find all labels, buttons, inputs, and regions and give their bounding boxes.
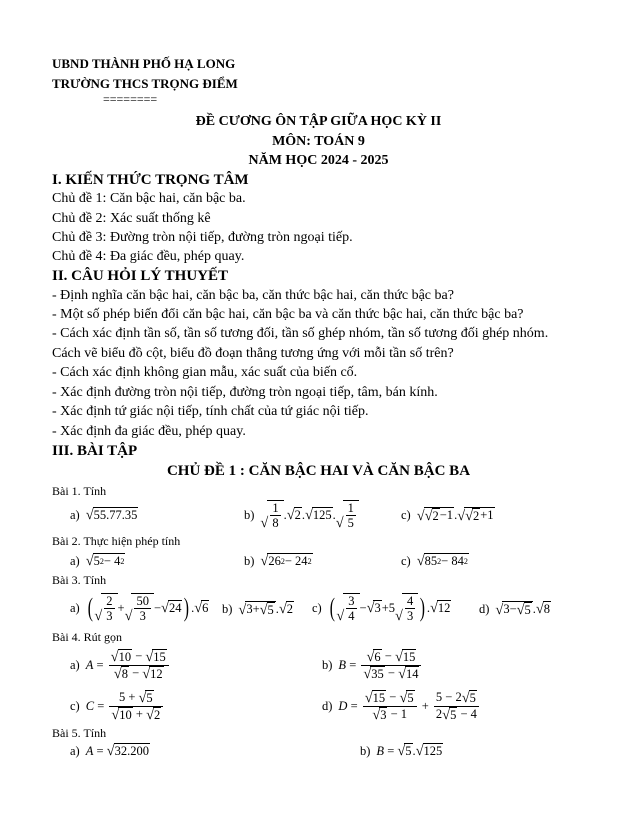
ex2-a: a) √ 5 2 − 4 2: [70, 553, 125, 570]
ex2-b: b) √ 26 2 − 24 2: [244, 553, 312, 570]
subject-title: MÔN: TOÁN 9: [272, 134, 365, 149]
exercise-4-title: Bài 4. Rút gọn: [52, 630, 123, 644]
ex5-a: a) A = √ 32.200: [70, 743, 149, 760]
ex4-a: a) A = √ 10 − √ 15 √ 8 − √ 12: [70, 645, 171, 685]
section-3-heading: III. BÀI TẬP: [52, 443, 138, 459]
ex1-b: b) √ $\frac{1}{8}$ . √ 2 . √ 125 . √ $\frac{1}{5}$: [244, 494, 359, 536]
school-name: TRƯỜNG THCS TRỌNG ĐIỂM: [52, 76, 238, 91]
doc-title: ĐỀ CƯƠNG ÔN TẬP GIỮA HỌC KỲ II: [195, 114, 442, 129]
exercise-2-title: Bài 2. Thực hiện phép tính: [52, 534, 181, 548]
ex3-c: c) ( √ $\frac{3}{4}$ − √ 3 +5 √ $\frac{4}{3}$ ) . √ 12: [312, 593, 451, 624]
question-item: - Cách xác định tần số, tần số tương đối, tần số ghép nhóm, tần số tương đối ghép nhóm.: [52, 326, 549, 341]
exercise-3-title: Bài 3. Tính: [52, 573, 107, 587]
section-1-heading: I. KIẾN THỨC TRỌNG TÂM: [52, 172, 249, 188]
question-item: - Một số phép biến đổi căn bậc hai, căn bậc ba và căn thức bậc hai, căn thức bậc ba?: [52, 307, 524, 322]
topic-1-heading: CHỦ ĐỀ 1 : CĂN BẬC HAI VÀ CĂN BẬC BA: [166, 463, 471, 479]
exercise-1-title: Bài 1. Tính: [52, 484, 107, 498]
ex1-c: c) √ √ 2 −1 . √ √ 2 +1: [401, 507, 494, 524]
topic-item: Chủ đề 2: Xác suất thống kê: [52, 211, 211, 226]
school-year: NĂM HỌC 2024 - 2025: [248, 153, 389, 168]
ex1-a: a) √ 55.77.35: [70, 507, 138, 524]
question-item: - Xác định đa giác đều, phép quay.: [52, 424, 246, 439]
ex3-b: b) √ 3+ √ 5 . √ 2: [222, 601, 294, 618]
exercise-5-title: Bài 5. Tính: [52, 726, 107, 740]
question-item: - Cách xác định không gian mẫu, xác suất của biến cố.: [52, 365, 358, 380]
question-item: - Định nghĩa căn bậc hai, căn bậc ba, căn thức bậc hai, căn thức bậc ba?: [52, 288, 454, 303]
header-rule: ========: [103, 92, 158, 106]
ex3-a: a) ( √ $\frac{2}{3}$ + √ $\frac{50}{3}$ − √ 24 ) . √ 6: [70, 593, 209, 624]
topic-item: Chủ đề 3: Đường tròn nội tiếp, đường tròn ngoại tiếp.: [52, 230, 353, 245]
ex4-c: c) C = 5 + √ 5 √ 10 + √ 2: [70, 685, 165, 727]
ex5-b: b) B = √ 5 . √ 125: [360, 743, 443, 760]
question-item: - Xác định đường tròn nội tiếp, đường tròn ngoại tiếp, tâm, bán kính.: [52, 385, 438, 400]
section-2-heading: II. CÂU HỎI LÝ THUYẾT: [52, 268, 229, 284]
topic-item: Chủ đề 4: Đa giác đều, phép quay.: [52, 249, 245, 264]
question-item: - Xác định tứ giác nội tiếp, tính chất của tứ giác nội tiếp.: [52, 404, 369, 419]
question-item: Cách vẽ biểu đồ cột, biểu đồ đoạn thẳng tương ứng với mỗi tần số trên?: [52, 346, 454, 361]
ex3-d: d) √ 3− √ 5 . √ 8: [479, 601, 551, 618]
ex2-c: c) √ 85 2 − 84 2: [401, 553, 468, 570]
school-authority: UBND THÀNH PHỐ HẠ LONG: [52, 56, 236, 71]
topic-item: Chủ đề 1: Căn bậc hai, căn bậc ba.: [52, 191, 246, 206]
ex4-d: d) D = √ 15 − √ 5 √ 3 − 1 + 5 − 2 √ 5 2 √ 5 − 4: [322, 689, 477, 723]
ex4-b: b) B = √ 6 − √ 15 √ 35 − √ 14: [322, 645, 423, 685]
